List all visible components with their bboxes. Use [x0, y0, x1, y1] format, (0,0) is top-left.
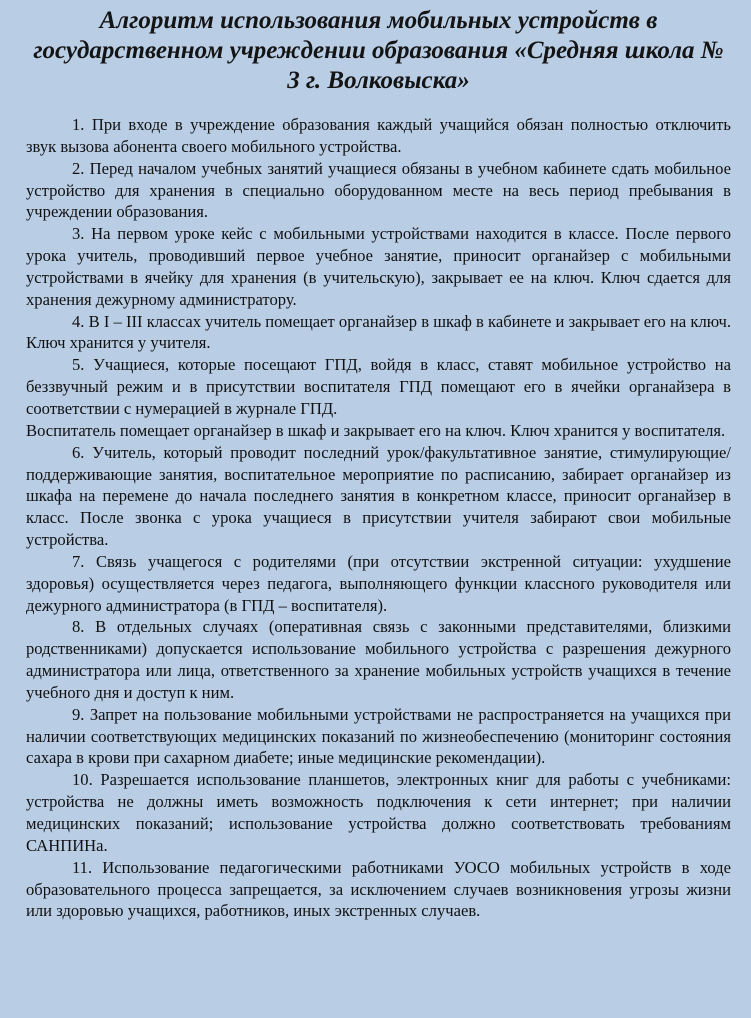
paragraph-8: 8. В отдельных случаях (оперативная связь с законными представителями, близкими родственниками) допускается использование мобильного устройства с разрешения дежурного администратора или лица, ответственного за хранение мобильных устройств учащихся в течение учебного дня и доступ к ним. [26, 617, 731, 702]
paragraph-6: 6. Учитель, который проводит последний урок/факультативное занятие, стимулирующие/поддерживающие занятия, воспитательное мероприятие по расписанию, забирает органайзер из шкафа на перемене до начала последнего занятия в конкретном классе, приносит органайзер в класс. После звонка с урока учащиеся в присутствии учителя забирают свои мобильные устройства. [26, 442, 731, 550]
paragraph-5: 5. Учащиеся, которые посещают ГПД, войдя в класс, ставят мобильное устройство на беззвучный режим и в присутствии воспитателя ГПД помещают его в ячейки органайзера в соответствии с нумерацией в журнале ГПД. [26, 355, 731, 418]
paragraph-9: 9. Запрет на пользование мобильными устройствами не распространяется на учащихся при наличии соответствующих медицинских показаний по жизнеобеспечению (мониторинг состояния сахара в крови при сахарном диабете; иные медицинские рекомендации). [26, 704, 731, 768]
paragraph-11: 11. Использование педагогическими работниками УОСО мобильных устройств в ходе образовательного процесса запрещается, за исключением случаев возникновения угрозы жизни или здоровью учащихся, работников, иных экстренных случаев. [26, 857, 731, 921]
paragraph-5-continued: Воспитатель помещает органайзер в шкаф и закрывает его на ключ. Ключ хранится у воспитателя. [26, 420, 726, 440]
document-title: Алгоритм использования мобильных устройств в государственном учреждении образования «Средняя школа № 3 г. Волковыска» [33, 7, 724, 94]
document-body [26, 114, 731, 922]
paragraph-4: 4. В I – III классах учитель помещает органайзер в шкаф в кабинете и закрывает его на ключ. Ключ хранится у учителя. [26, 311, 731, 353]
paragraph-7: 7. Связь учащегося с родителями (при отсутствии экстренной ситуации: ухудшение здоровья) осуществляется через педагога, выполняющего функции классного руководителя или дежурного администратора (в ГПД – воспитателя). [26, 551, 731, 615]
paragraph-10: 10. Разрешается использование планшетов, электронных книг для работы с учебниками: устройства не должны иметь возможность подключения к сети интернет; при наличии медицинских показаний; использование устройства должно соответствовать требованиям САНПИНа. [26, 770, 731, 855]
paragraph-1: 1. При входе в учреждение образования каждый учащийся обязан полностью отключить звук вызова абонента своего мобильного устройства. [26, 115, 731, 156]
paragraph-2: 2. Перед началом учебных занятий учащиеся обязаны в учебном кабинете сдать мобильное устройство для хранения в специально оборудованном месте на весь период пребывания в учреждении образования. [26, 158, 731, 222]
paragraph-3: 3. На первом уроке кейс с мобильными устройствами находится в классе. После первого урока учитель, проводивший первое учебное занятие, приносит органайзер с мобильными устройствами в ячейку для хранения (в учительскую), закрывает ее на ключ. Ключ сдается для хранения дежурному администратору. [26, 224, 731, 309]
